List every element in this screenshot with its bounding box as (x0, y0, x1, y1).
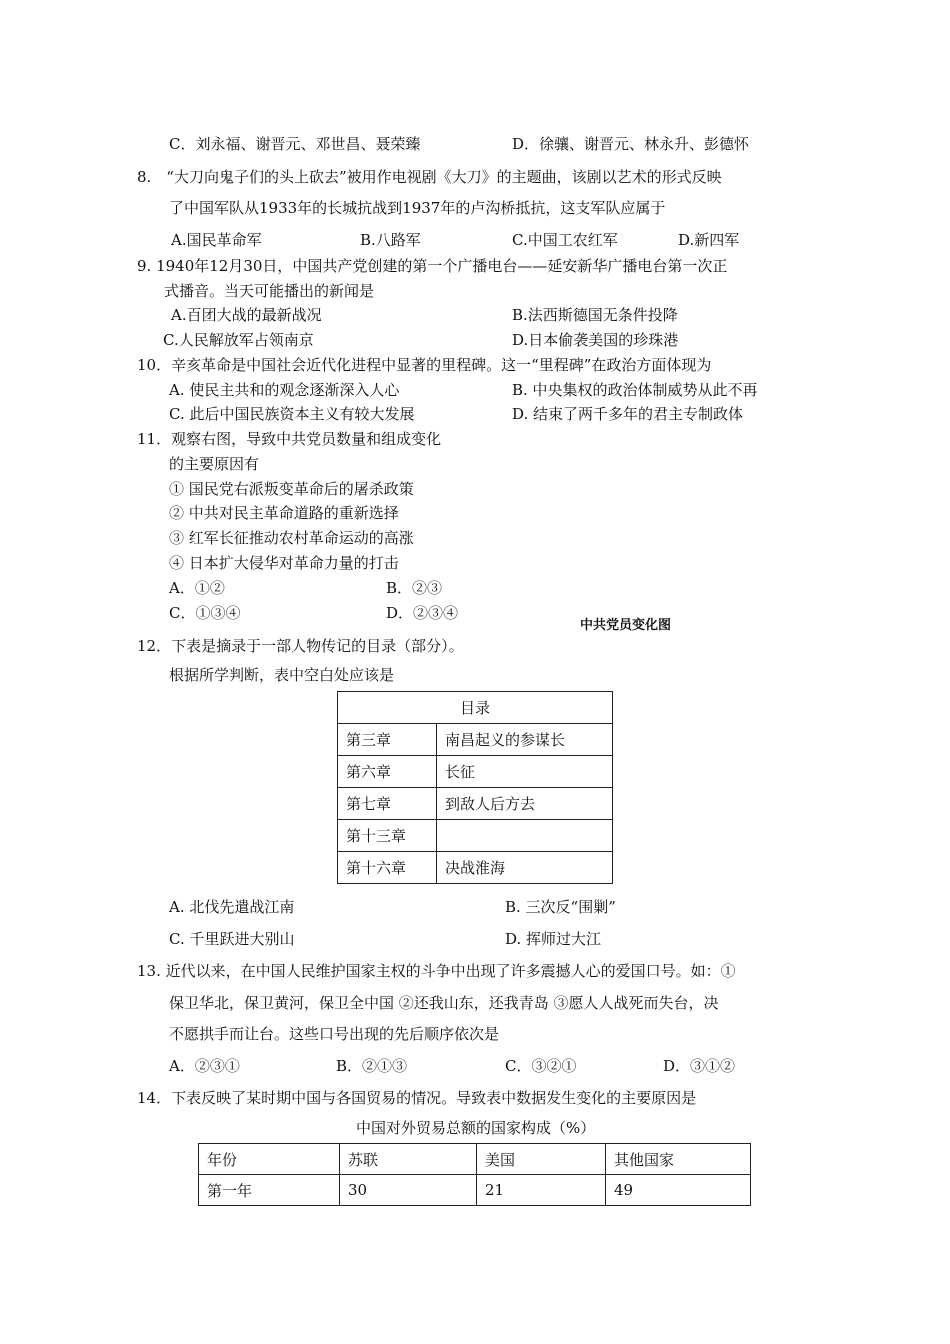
table-cell: 49 (606, 1175, 751, 1206)
table-cell: 21 (477, 1175, 606, 1206)
q7-option-d: D．徐骧、谢晋元、林永升、彭德怀 (512, 135, 750, 153)
q7-option-c: C．刘永福、谢晋元、邓世昌、聂荣臻 (169, 135, 421, 153)
q13-option-a: A．②③① (169, 1057, 240, 1075)
q12-stem-line1: 12．下表是摘录于一部人物传记的目录（部分）。 (137, 637, 464, 655)
q11-option-d: D．②③④ (386, 604, 459, 622)
q9-option-c: C.人民解放军占领南京 (163, 331, 314, 349)
column-header: 其他国家 (606, 1144, 751, 1175)
table-row (338, 852, 613, 884)
column-header: 苏联 (340, 1144, 477, 1175)
q11-item-4: ④ 日本扩大侵华对革命力量的打击 (169, 554, 399, 572)
q11-option-a: A．①② (169, 579, 225, 597)
q11-item-1: ① 国民党右派叛变革命后的屠杀政策 (169, 480, 414, 498)
q12-option-d: D. 挥师过大江 (505, 930, 602, 948)
toc-title: 南昌起义的参谋长 (437, 724, 613, 756)
q8-option-c: C.中国工农红军 (512, 231, 618, 249)
q8-option-b: B.八路军 (360, 231, 421, 249)
table-row (338, 724, 613, 756)
table-header-row (199, 1144, 751, 1175)
q8-stem-line1: 8. “大刀向鬼子们的头上砍去”被用作电视剧《大刀》的主题曲，该剧以艺术的形式反映 (137, 168, 722, 186)
q10-option-d: D. 结束了两千多年的君主专制政体 (512, 405, 744, 423)
q9-stem-line2: 式播音。当天可能播出的新闻是 (164, 282, 375, 300)
q14-table-title: 中国对外贸易总额的国家构成（%） (356, 1119, 596, 1137)
q12-option-c: C. 千里跃进大别山 (169, 930, 295, 948)
q13-stem-line3: 不愿拱手而让台。这些口号出现的先后顺序依次是 (169, 1025, 500, 1043)
table-cell: 30 (340, 1175, 477, 1206)
toc-title: 到敌人后方去 (437, 788, 613, 820)
q14-stem: 14．下表反映了某时期中国与各国贸易的情况。导致表中数据发生变化的主要原因是 (137, 1089, 697, 1107)
toc-chapter: 第六章 (338, 756, 437, 788)
column-header: 年份 (199, 1144, 340, 1175)
q12-stem-line2: 根据所学判断，表中空白处应该是 (169, 666, 395, 684)
table-row (338, 788, 613, 820)
q11-option-b: B．②③ (386, 579, 443, 597)
toc-chapter: 第七章 (338, 788, 437, 820)
q8-option-a: A.国民革命军 (171, 231, 262, 249)
q13-option-d: D．③①② (663, 1057, 736, 1075)
toc-chapter: 第十六章 (338, 852, 437, 884)
q9-option-a: A.百团大战的最新战况 (171, 306, 322, 324)
q14-trade-table (198, 1143, 751, 1206)
toc-chapter: 第十三章 (338, 820, 437, 852)
table-row (338, 756, 613, 788)
q11-item-3: ③ 红军长征推动农村革命运动的高涨 (169, 529, 414, 547)
column-header: 美国 (477, 1144, 606, 1175)
q11-figure-caption: 中共党员变化图 (580, 618, 672, 633)
q12-option-a: A. 北伐先遣战江南 (169, 898, 295, 916)
q13-stem-line2: 保卫华北，保卫黄河，保卫全中国 ②还我山东，还我青岛 ③愿人人战死而失台，决 (169, 994, 719, 1012)
toc-title: 决战淮海 (437, 852, 613, 884)
q12-toc-table (337, 691, 613, 884)
q9-option-b: B.法西斯德国无条件投降 (512, 306, 678, 324)
q9-option-d: D.日本偷袭美国的珍珠港 (512, 331, 679, 349)
q10-stem: 10．辛亥革命是中国社会近代化进程中显著的里程碑。这一“里程碑”在政治方面体现为 (137, 356, 712, 374)
q11-stem-line1: 11．观察右图，导致中共党员数量和组成变化 (137, 430, 442, 448)
q9-stem-line1: 9. 1940年12月30日，中国共产党创建的第一个广播电台——延安新华广播电台第一次正 (137, 257, 728, 275)
q11-item-2: ② 中共对民主革命道路的重新选择 (169, 504, 399, 522)
q12-option-b: B. 三次反“围剿” (505, 898, 616, 916)
q10-option-c: C. 此后中国民族资本主义有较大发展 (169, 405, 415, 423)
toc-title-blank (437, 820, 613, 852)
q13-stem-line1: 13. 近代以来，在中国人民维护国家主权的斗争中出现了许多震撼人心的爱国口号。如：① (137, 962, 736, 980)
q13-option-c: C．③②① (505, 1057, 577, 1075)
q11-option-c: C．①③④ (169, 604, 241, 622)
q10-option-a: A. 使民主共和的观念逐渐深入人心 (169, 381, 400, 399)
q8-stem-line2: 了中国军队从1933年的长城抗战到1937年的卢沟桥抵抗，这支军队应属于 (169, 199, 666, 217)
table-cell: 第一年 (199, 1175, 340, 1206)
table-row (338, 820, 613, 852)
q8-option-d: D.新四军 (678, 231, 740, 249)
q11-stem-line2: 的主要原因有 (169, 455, 260, 473)
toc-header: 目录 (338, 692, 613, 724)
table-row (199, 1175, 751, 1206)
toc-chapter: 第三章 (338, 724, 437, 756)
q13-option-b: B．②①③ (336, 1057, 408, 1075)
toc-title: 长征 (437, 756, 613, 788)
q10-option-b: B. 中央集权的政治体制威势从此不再 (512, 381, 758, 399)
